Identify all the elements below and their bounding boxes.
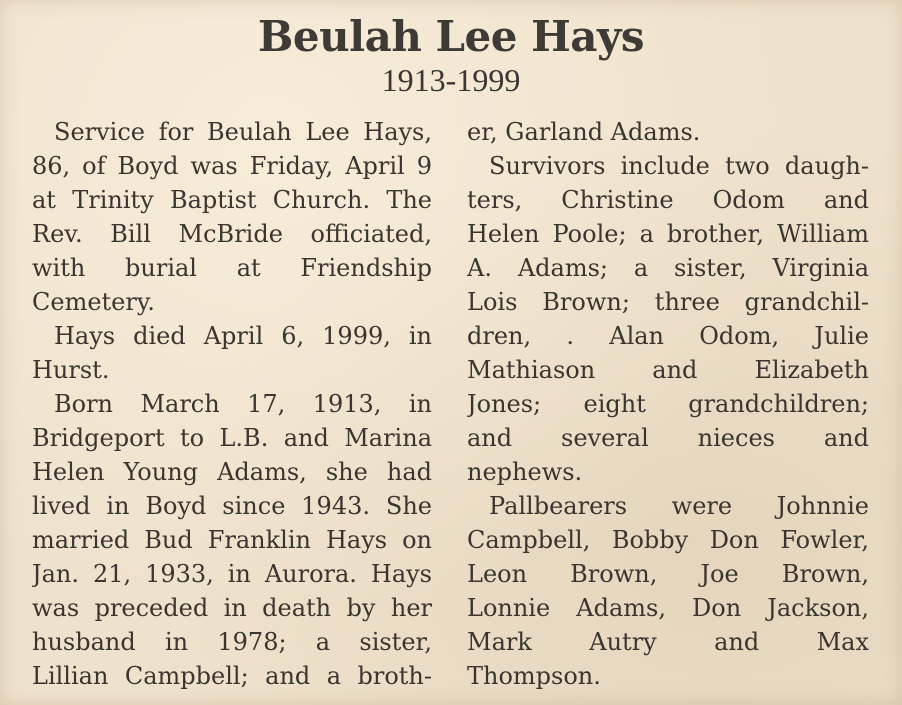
text-line: Helen Young Adams, she had (32, 458, 432, 486)
text-line: dren, . Alan Odom, Julie (467, 322, 869, 350)
text-line: Born March 17, 1913, in (54, 390, 432, 418)
text-line: Jones; eight grandchildren; (467, 390, 869, 418)
paragraph (32, 115, 432, 319)
paragraph (467, 115, 869, 149)
text-line: lived in Boyd since 1943. She (32, 492, 432, 520)
obituary-title: Beulah Lee Hays (257, 12, 645, 61)
text-line: Leon Brown, Joe Brown, (467, 560, 869, 588)
text-line: Mark Autry and Max (467, 628, 869, 656)
text-line: Cemetery. (32, 288, 155, 316)
text-line: Mathiason and Elizabeth (467, 356, 869, 384)
paragraph (32, 319, 432, 387)
text-line: husband in 1978; a sister, (32, 628, 432, 656)
text-line: married Bud Franklin Hays on (32, 526, 432, 554)
text-line: Survivors include two daugh- (489, 152, 869, 180)
paragraph (32, 387, 432, 693)
text-line: Service for Beulah Lee Hays, (54, 118, 432, 146)
right-column (467, 115, 869, 693)
text-line: Bridgeport to L.B. and Marina (32, 424, 432, 452)
paragraph (467, 489, 869, 693)
obituary-years: 1913-1999 (381, 62, 521, 98)
text-line: nephews. (467, 458, 583, 486)
text-line: er, Garland Adams. (467, 118, 701, 146)
text-line: 86, of Boyd was Friday, April 9 (32, 152, 432, 180)
text-line: Lonnie Adams, Don Jackson, (467, 594, 869, 622)
text-line: Hurst. (32, 356, 110, 384)
text-line: Helen Poole; a brother, William (467, 220, 869, 248)
text-line: and several nieces and (467, 424, 869, 452)
left-column (32, 115, 432, 693)
text-line: ters, Christine Odom and (467, 186, 869, 214)
text-line: Thompson. (467, 662, 601, 690)
text-line: Pallbearers were Johnnie (489, 492, 869, 520)
text-line: Lois Brown; three grandchil- (467, 288, 869, 316)
text-line: was preceded in death by her (32, 594, 432, 622)
paragraph (467, 149, 869, 489)
text-line: Campbell, Bobby Don Fowler, (467, 526, 869, 554)
text-line: at Trinity Baptist Church. The (32, 186, 432, 214)
text-line: Lillian Campbell; and a broth- (32, 662, 432, 690)
text-line: Jan. 21, 1933, in Aurora. Hays (32, 560, 432, 588)
text-line: with burial at Friendship (32, 254, 432, 282)
text-line: A. Adams; a sister, Virginia (467, 254, 869, 282)
text-line: Hays died April 6, 1999, in (54, 322, 432, 350)
text-line: Rev. Bill McBride officiated, (32, 220, 432, 248)
